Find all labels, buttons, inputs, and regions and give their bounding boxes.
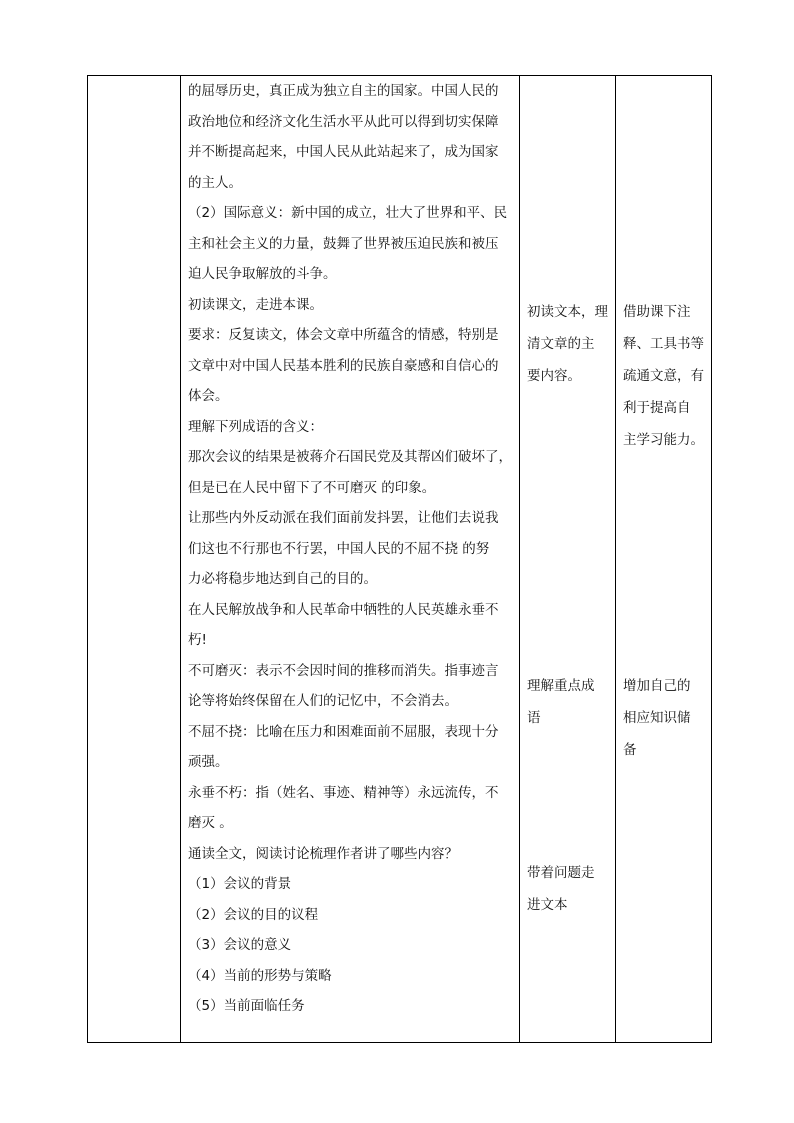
text-line: 带着问题走 — [527, 865, 595, 881]
text-line: 疏通文意，有 — [623, 368, 704, 384]
student-activity-text — [520, 76, 615, 1042]
content-line: （5）当前面临任务 — [188, 998, 305, 1014]
content-line: 通读全文，阅读讨论梳理作者讲了哪些内容？ — [188, 845, 458, 862]
text-line: 备 — [623, 742, 637, 758]
content-line: 初读课文，走进本课。 — [188, 296, 323, 313]
lesson-plan-table — [87, 75, 712, 1043]
content-line: 不可磨灭：表示不会因时间的推移而消失。指事迹言 — [188, 662, 499, 679]
text-line: 释、工具书等 — [623, 336, 704, 352]
content-line: 理解下列成语的含义： — [188, 418, 323, 435]
text-line: 初读文本，理 — [527, 304, 608, 320]
content-line: 但是已在人民中留下了不可磨灭 的印象。 — [188, 479, 436, 496]
design-intent-block-2 — [623, 670, 705, 766]
content-line: （4）当前的形势与策略 — [188, 967, 332, 984]
content-line: 要求：反复读文，体会文章中所蕴含的情感，特别是 — [188, 327, 499, 343]
content-line: 政治地位和经济文化生活水平从此可以得到切实保障 — [188, 113, 499, 130]
content-line: 迫人民争取解放的斗争。 — [188, 266, 337, 282]
text-line: 增加自己的 — [623, 678, 691, 694]
design-intent-text — [616, 76, 711, 1042]
text-line: 借助课下注 — [623, 304, 691, 320]
content-line: 朽! — [188, 632, 207, 648]
content-line: 不屈不挠：比喻在压力和困难面前不屈服，表现十分 — [188, 723, 499, 740]
content-line: 的屈辱历史，真正成为独立自主的国家。中国人民的 — [188, 83, 499, 99]
text-line: 进文本 — [527, 897, 568, 913]
student-activity-block-2 — [527, 670, 609, 734]
content-line: （3）会议的意义 — [188, 937, 292, 953]
student-activity-block-1 — [527, 296, 609, 392]
design-intent-cell — [616, 76, 712, 1043]
content-line: 文章中对中国人民基本胜利的民族自豪感和自信心的 — [188, 357, 499, 374]
text-line: 清文章的主 — [527, 336, 595, 352]
teaching-content-text — [181, 76, 519, 1042]
design-intent-block-1 — [623, 296, 705, 456]
content-line: 让那些内外反动派在我们面前发抖罢，让他们去说我 — [188, 510, 499, 526]
text-line: 语 — [527, 710, 541, 726]
content-line: 们这也不行那也不行罢，中国人民的不屈不挠 的努 — [188, 540, 490, 557]
content-line: 论等将始终保留在人们的记忆中，不会消去。 — [188, 693, 458, 709]
text-line: 主学习能力。 — [623, 432, 704, 448]
content-line: 体会。 — [188, 388, 229, 404]
teaching-content-cell — [181, 76, 520, 1043]
content-line: 永垂不朽：指（姓名、事迹、精神等）永远流传，不 — [188, 784, 499, 801]
content-line: 并不断提高起来，中国人民从此站起来了，成为国家 — [188, 144, 499, 160]
content-line: 的主人。 — [188, 174, 242, 191]
content-line: 在人民解放战争和人民革命中牺牲的人民英雄永垂不 — [188, 601, 499, 618]
table-row — [88, 76, 712, 1043]
text-line: 相应知识储 — [623, 710, 691, 726]
text-line: 理解重点成 — [527, 678, 595, 694]
content-line: （1）会议的背景 — [188, 876, 292, 892]
empty-label-cell — [88, 76, 181, 1043]
content-line: 磨灭 。 — [188, 815, 233, 831]
text-line: 利于提高自 — [623, 400, 691, 416]
student-activity-block-3 — [527, 857, 609, 921]
content-line: （2）国际意义：新中国的成立，壮大了世界和平、民 — [188, 205, 508, 221]
content-line: 顽强。 — [188, 754, 229, 770]
content-line: 力必将稳步地达到自己的目的。 — [188, 571, 377, 587]
content-line: 主和社会主义的力量，鼓舞了世界被压迫民族和被压 — [188, 235, 499, 252]
text-line: 要内容。 — [527, 368, 581, 384]
content-line: （2）会议的目的议程 — [188, 906, 319, 923]
student-activity-cell — [520, 76, 616, 1043]
content-line: 那次会议的结果是被蒋介石国民党及其帮凶们破坏了， — [188, 449, 512, 465]
